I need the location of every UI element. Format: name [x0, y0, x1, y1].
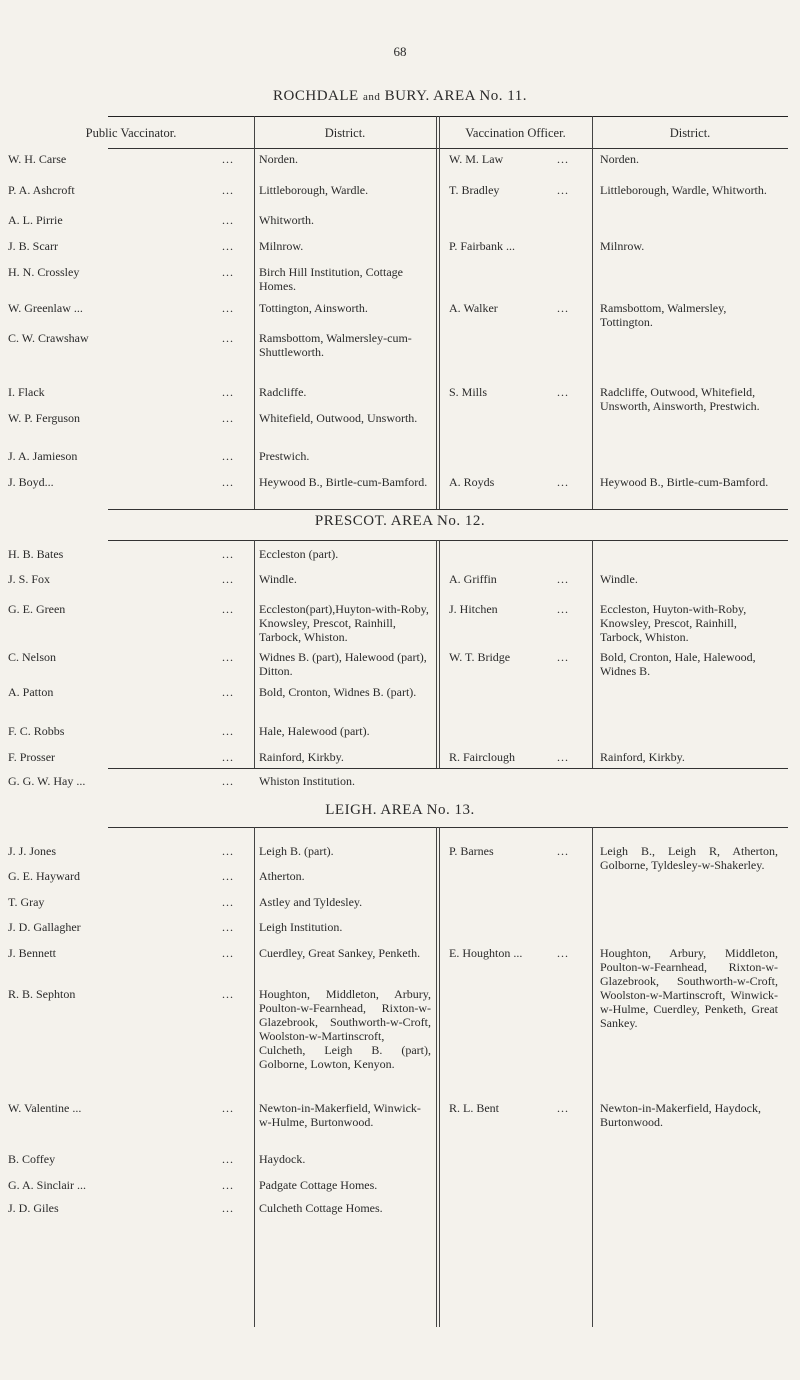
- leader-dots: ...: [222, 572, 234, 586]
- vaccinator-name: F. C. Robbs: [8, 724, 65, 738]
- vaccinator-district: Tottington, Ainsworth.: [259, 301, 368, 315]
- vaccinator-district: Whitworth.: [259, 213, 314, 227]
- vaccinator-district: Culcheth Cottage Homes.: [259, 1201, 383, 1215]
- vaccinator-name: T. Gray: [8, 895, 45, 909]
- vaccinator-name: W. Valentine ...: [8, 1101, 82, 1115]
- leader-dots: ...: [557, 750, 569, 764]
- header-district: District.: [324, 126, 366, 140]
- area-title-rochdale: [0, 88, 800, 105]
- officer-name: S. Mills: [449, 385, 488, 399]
- vaccinator-name: J. Bennett: [8, 946, 56, 960]
- officer-district: Eccleston, Huyton-with-Roby, Knowsley, Prescot, Rainhill, Tarbock, Whiston.: [600, 602, 747, 644]
- leader-dots: ...: [557, 152, 569, 166]
- leader-dots: ...: [557, 1101, 569, 1115]
- leader-dots: ...: [222, 987, 234, 1001]
- vaccinator-district: Whiston Institution.: [259, 774, 355, 788]
- vaccinator-district: Milnrow.: [259, 239, 304, 253]
- leader-dots: ...: [557, 572, 569, 586]
- leader-dots: ...: [557, 183, 569, 197]
- header-officer-district: District.: [669, 126, 711, 140]
- vaccinator-district: Radcliffe.: [259, 385, 307, 399]
- vaccinator-district: Eccleston (part).: [259, 547, 339, 561]
- vaccinator-name: J. J. Jones: [8, 844, 57, 858]
- vaccinator-name: J. B. Scarr: [8, 239, 58, 253]
- vaccinator-name: J. S. Fox: [8, 572, 51, 586]
- vaccinator-district: Eccleston(part),Huyton-with-Roby, Knowsley, Prescot, Rainhill, Tarbock, Whiston.: [259, 602, 429, 644]
- officer-district: Newton-in-Makerfield, Haydock, Burtonwood.: [600, 1101, 761, 1129]
- vaccinator-district: Prestwich.: [259, 449, 310, 463]
- officer-name: P. Fairbank ...: [449, 239, 515, 253]
- officer-name: T. Bradley: [449, 183, 500, 197]
- leader-dots: ...: [222, 547, 234, 561]
- officer-name: E. Houghton ...: [449, 946, 523, 960]
- vaccinator-name: H. N. Crossley: [8, 265, 80, 279]
- vaccinator-district: Widnes B. (part), Halewood (part), Ditton.: [259, 650, 427, 678]
- vaccinator-name: G. E. Hayward: [8, 869, 80, 883]
- leader-dots: ...: [222, 213, 234, 227]
- officer-district: Leigh B., Leigh R, Atherton, Golborne, Tyldesley-w-Shakerley.: [600, 844, 778, 872]
- officer-name: R. Fairclough: [449, 750, 515, 764]
- leader-dots: ...: [222, 239, 234, 253]
- officer-name: W. M. Law: [449, 152, 504, 166]
- officer-district: Houghton, Arbury, Middleton, Poulton-w-Fearnhead, Rixton-w-Glazebrook, Southworth-w-Croft, Woolston-w-Martinscroft, Winwick-w-Hulme, Cuerdley, Penketh, Great Sankey.: [600, 946, 778, 1030]
- vaccinator-name: A. Patton: [8, 685, 54, 699]
- vaccinator-district: Houghton, Middleton, Arbury, Poulton-w-Fearnhead, Rixton-w-Glazebrook, Southworth-w-Croft, Woolston-w-Martinscroft, Culcheth, Leigh B. (part), Golborne, Lowton, Kenyon.: [259, 987, 431, 1071]
- vaccinator-name: J. Boyd...: [8, 475, 54, 489]
- vaccinator-district: Haydock.: [259, 1152, 306, 1166]
- vaccinator-district: Norden.: [259, 152, 298, 166]
- vaccinator-district: Whitefield, Outwood, Unsworth.: [259, 411, 418, 425]
- leader-dots: ...: [222, 602, 234, 616]
- vaccinator-name: G. G. W. Hay ...: [8, 774, 86, 788]
- officer-district: Ramsbottom, Walmersley, Tottington.: [600, 301, 727, 329]
- leader-dots: ...: [222, 449, 234, 463]
- leader-dots: ...: [222, 301, 234, 315]
- vaccinator-name: R. B. Sephton: [8, 987, 76, 1001]
- leader-dots: ...: [222, 774, 234, 788]
- vaccinator-name: F. Prosser: [8, 750, 56, 764]
- vaccinator-name: C. Nelson: [8, 650, 56, 664]
- header-public-vaccinator: Public Vaccinator.: [85, 126, 177, 140]
- vaccinator-name: W. H. Carse: [8, 152, 67, 166]
- vaccinator-name: A. L. Pirrie: [8, 213, 63, 227]
- leader-dots: ...: [222, 724, 234, 738]
- vaccinator-district: Birch Hill Institution, Cottage Homes.: [259, 265, 403, 293]
- leader-dots: ...: [222, 475, 234, 489]
- vaccinator-district: Ramsbottom, Walmersley-cum-Shuttleworth.: [259, 331, 412, 359]
- officer-district: Rainford, Kirkby.: [600, 750, 685, 764]
- vaccinator-district: Leigh Institution.: [259, 920, 343, 934]
- header-vaccination-officer: Vaccination Officer.: [465, 126, 566, 140]
- area-title-and: and: [362, 91, 381, 103]
- vaccinator-district: Cuerdley, Great Sankey, Penketh.: [259, 946, 421, 960]
- leader-dots: ...: [222, 265, 234, 279]
- vaccinator-name: G. A. Sinclair ...: [8, 1178, 86, 1192]
- leader-dots: ...: [222, 1178, 234, 1192]
- leader-dots: ...: [222, 385, 234, 399]
- leader-dots: ...: [222, 844, 234, 858]
- vaccinator-name: B. Coffey: [8, 1152, 56, 1166]
- officer-name: A. Griffin: [449, 572, 497, 586]
- vaccinator-district: Padgate Cottage Homes.: [259, 1178, 378, 1192]
- officer-district: Norden.: [600, 152, 639, 166]
- officer-district: Bold, Cronton, Hale, Halewood, Widnes B.: [600, 650, 756, 678]
- leader-dots: ...: [557, 946, 569, 960]
- table-leigh: [108, 823, 788, 1343]
- leader-dots: ...: [222, 946, 234, 960]
- leader-dots: ...: [222, 1152, 234, 1166]
- leader-dots: ...: [222, 650, 234, 664]
- area-title-part: ROCHDALE: [273, 88, 359, 104]
- vaccinator-name: H. B. Bates: [8, 547, 64, 561]
- leader-dots: ...: [222, 331, 234, 345]
- leader-dots: ...: [222, 1201, 234, 1215]
- officer-name: R. L. Bent: [449, 1101, 499, 1115]
- officer-name: A. Walker: [449, 301, 498, 315]
- leader-dots: ...: [557, 301, 569, 315]
- leader-dots: ...: [222, 411, 234, 425]
- vaccinator-district: Littleborough, Wardle.: [259, 183, 369, 197]
- area-title-rest: BURY. AREA No. 11.: [384, 88, 527, 104]
- officer-name: P. Barnes: [449, 844, 494, 858]
- vaccinator-name: J. A. Jamieson: [8, 449, 78, 463]
- vaccinator-district: Atherton.: [259, 869, 305, 883]
- vaccinator-name: P. A. Ashcroft: [8, 183, 75, 197]
- leader-dots: ...: [557, 385, 569, 399]
- vaccinator-district: Rainford, Kirkby.: [259, 750, 344, 764]
- leader-dots: ...: [557, 844, 569, 858]
- officer-name: J. Hitchen: [449, 602, 498, 616]
- leader-dots: ...: [222, 1101, 234, 1115]
- vaccinator-name: J. D. Gallagher: [8, 920, 81, 934]
- vaccinator-district: Bold, Cronton, Widnes B. (part).: [259, 685, 417, 699]
- vaccinator-district: Heywood B., Birtle-cum-Bamford.: [259, 475, 428, 489]
- vaccinator-district: Leigh B. (part).: [259, 844, 334, 858]
- vaccinator-name: I. Flack: [8, 385, 45, 399]
- leader-dots: ...: [557, 475, 569, 489]
- area-title-leigh: LEIGH. AREA No. 13.: [325, 802, 475, 818]
- officer-district: Heywood B., Birtle-cum-Bamford.: [600, 475, 769, 489]
- vaccinator-name: J. D. Giles: [8, 1201, 59, 1215]
- leader-dots: ...: [222, 920, 234, 934]
- leader-dots: ...: [557, 650, 569, 664]
- vaccinator-name: C. W. Crawshaw: [8, 331, 89, 345]
- officer-district: Milnrow.: [600, 239, 645, 253]
- leader-dots: ...: [557, 602, 569, 616]
- officer-district: Radcliffe, Outwood, Whitefield, Unsworth, Ainsworth, Prestwich.: [600, 385, 760, 413]
- vaccinator-district: Astley and Tyldesley.: [259, 895, 363, 909]
- vaccinator-district: Newton-in-Makerfield, Winwick-w-Hulme, Burtonwood.: [259, 1101, 421, 1129]
- officer-name: A. Royds: [449, 475, 495, 489]
- leader-dots: ...: [222, 869, 234, 883]
- vaccinator-name: G. E. Green: [8, 602, 66, 616]
- vaccinator-district: Windle.: [259, 572, 297, 586]
- leader-dots: ...: [222, 183, 234, 197]
- officer-district: Littleborough, Wardle, Whitworth.: [600, 183, 767, 197]
- officer-name: W. T. Bridge: [449, 650, 511, 664]
- leader-dots: ...: [222, 750, 234, 764]
- leader-dots: ...: [222, 685, 234, 699]
- vaccinator-district: Hale, Halewood (part).: [259, 724, 370, 738]
- vaccinator-name: W. P. Ferguson: [8, 411, 81, 425]
- leader-dots: ...: [222, 152, 234, 166]
- officer-district: Windle.: [600, 572, 638, 586]
- page-number: 68: [393, 44, 407, 59]
- vaccinator-name: W. Greenlaw ...: [8, 301, 83, 315]
- leader-dots: ...: [222, 895, 234, 909]
- area-title-prescot: PRESCOT. AREA No. 12.: [314, 513, 486, 529]
